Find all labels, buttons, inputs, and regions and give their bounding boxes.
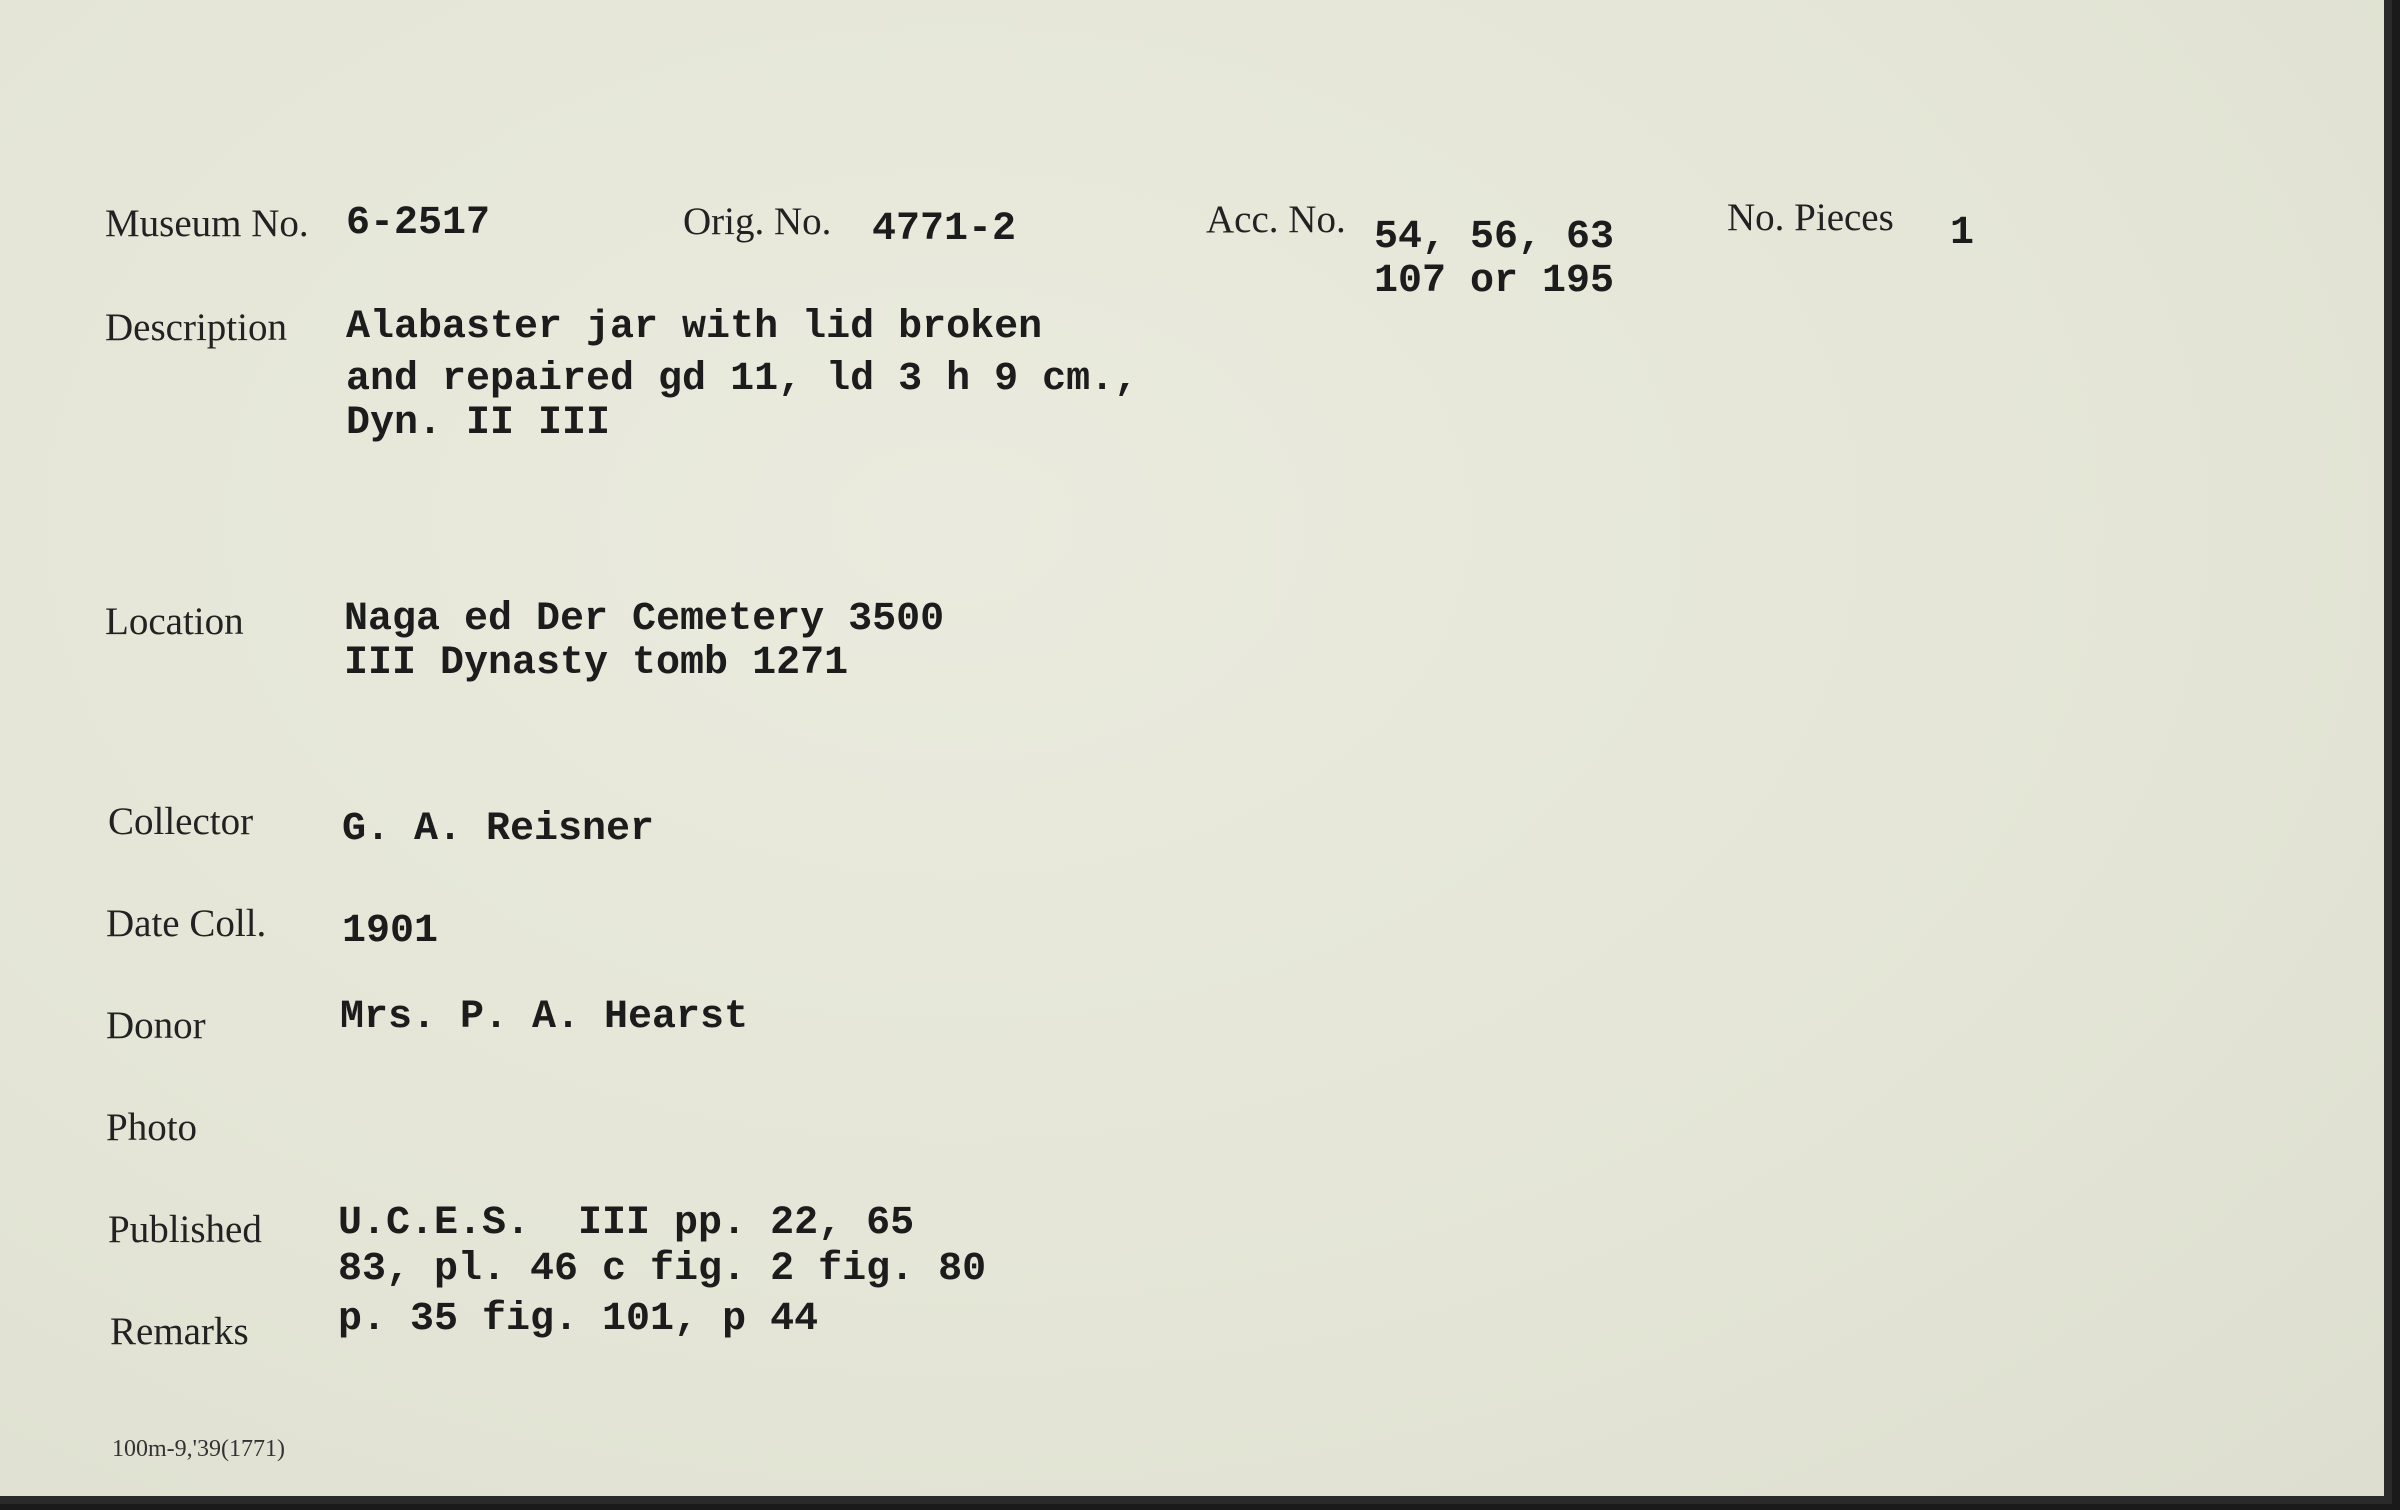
location-line-1: Naga ed Der Cemetery 3500 [344, 597, 945, 642]
museum-no-value: 6-2517 [346, 201, 491, 246]
location-line-2: III Dynasty tomb 1271 [344, 641, 849, 686]
collector-label: Collector [108, 800, 254, 843]
description-label: Description [105, 306, 287, 349]
acc-no-value-line1: 54, 56, 63 [1374, 215, 1615, 260]
remarks-label: Remarks [110, 1310, 249, 1353]
location-label: Location [105, 600, 244, 643]
published-label: Published [108, 1208, 262, 1251]
description-line-1: Alabaster jar with lid broken [346, 305, 1043, 350]
acc-no-value-line2: 107 or 195 [1374, 259, 1615, 304]
orig-no-value: 4771-2 [872, 207, 1017, 252]
description-line-3: Dyn. II III [346, 401, 611, 446]
donor-label: Donor [106, 1004, 206, 1047]
orig-no-label: Orig. No. [683, 200, 832, 243]
museum-no-label: Museum No. [105, 202, 309, 245]
photo-label: Photo [106, 1106, 198, 1149]
donor-value: Mrs. P. A. Hearst [340, 995, 749, 1040]
date-coll-label: Date Coll. [106, 902, 267, 945]
remarks-value: p. 35 fig. 101, p 44 [338, 1297, 819, 1342]
no-pieces-value: 1 [1950, 211, 1975, 256]
date-coll-value: 1901 [342, 909, 439, 954]
print-code: 100m-9,'39(1771) [112, 1436, 285, 1462]
description-line-2: and repaired gd 11, ld 3 h 9 cm., [346, 357, 1139, 402]
no-pieces-label: No. Pieces [1727, 196, 1894, 239]
published-line-1: U.C.E.S. III pp. 22, 65 [338, 1201, 915, 1246]
acc-no-label: Acc. No. [1206, 198, 1346, 241]
published-line-2: 83, pl. 46 c fig. 2 fig. 80 [338, 1247, 987, 1292]
collector-value: G. A. Reisner [342, 807, 655, 852]
